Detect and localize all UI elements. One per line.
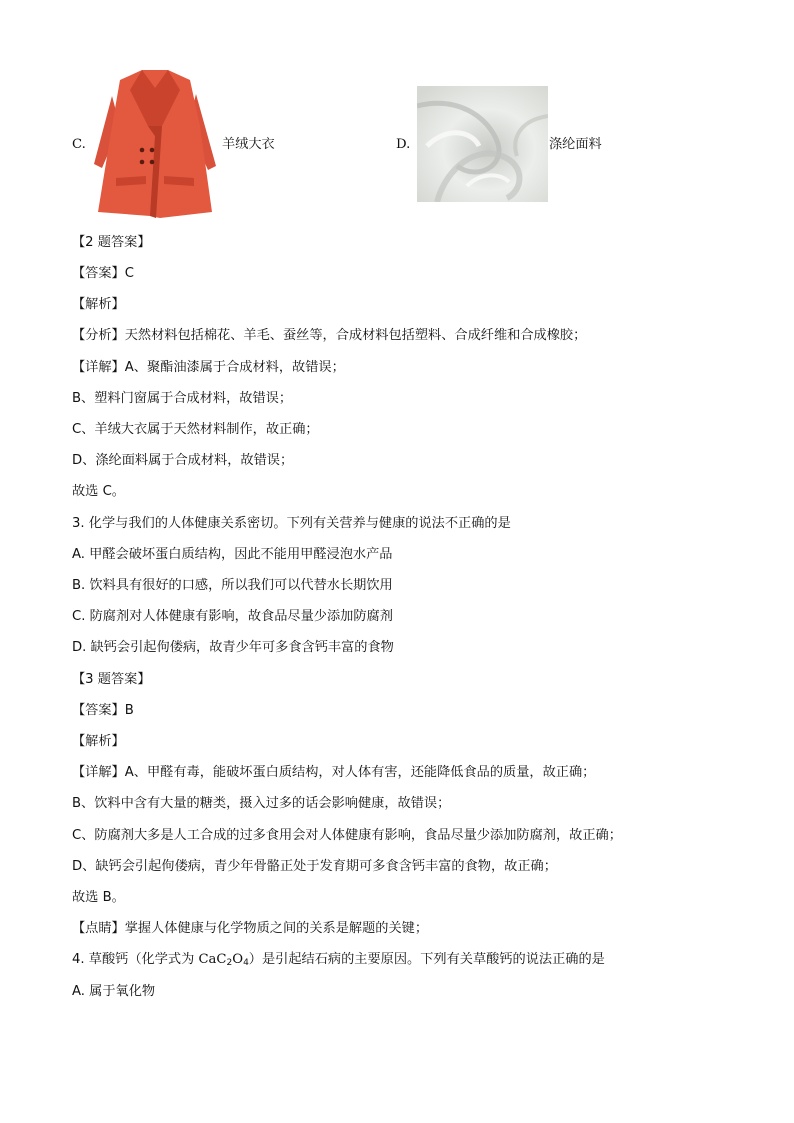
q2-fenxi: 【分析】天然材料包括棉花、羊毛、蚕丝等，合成材料包括塑料、合成纤维和合成橡胶； [72,328,587,343]
q3-option-c: C. 防腐剂对人体健康有影响，故食品尽量少添加防腐剂 [72,609,393,624]
q4-stem-post: ）是引起结石病的主要原因。下列有关草酸钙的说法正确的是 [248,952,605,967]
q4-stem [72,951,605,969]
formula-sub-4: 4 [243,958,249,968]
option-c-caption: 羊绒大衣 [222,137,275,152]
q3-detail-d: D、缺钙会引起佝偻病，青少年骨骼正处于发育期可多食含钙丰富的食物，故正确； [72,859,557,874]
q2-detail-b: B、塑料门窗属于合成材料，故错误； [72,391,293,406]
q2-analysis-title: 【解析】 [72,297,125,312]
q4-option-a: A. 属于氧化物 [72,984,156,999]
option-d-caption: 涤纶面料 [549,137,602,152]
q3-detail-c: C、防腐剂大多是人工合成的过多食用会对人体健康有影响，食品尽量少添加防腐剂，故正确； [72,828,622,843]
q3-choice: 故选 B。 [72,890,125,905]
q3-analysis-title: 【解析】 [72,734,125,749]
q3-stem: 3. 化学与我们的人体健康关系密切。下列有关营养与健康的说法不正确的是 [72,516,511,531]
q3-detail-a: 【详解】A、甲醛有毒，能破坏蛋白质结构，对人体有害，还能降低食品的质量，故正确； [72,765,596,780]
q3-option-b: B. 饮料具有很好的口感，所以我们可以代替水长期饮用 [72,578,393,593]
option-d-label: D. [396,137,411,152]
q2-choice: 故选 C。 [72,484,125,499]
formula-part-cac: CaC [198,952,227,967]
q2-detail-d: D、涤纶面料属于合成材料，故错误； [72,453,294,468]
q2-detail-c: C、羊绒大衣属于天然材料制作，故正确； [72,422,319,437]
q2-answer: 【答案】C [72,266,134,281]
option-c-label: C. [72,137,86,152]
q2-detail-a: 【详解】A、聚酯油漆属于合成材料，故错误； [72,360,345,375]
coat-image [90,66,220,222]
formula-sub-2: 2 [226,958,233,968]
q3-dianjing: 【点睛】掌握人体健康与化学物质之间的关系是解题的关键； [72,921,429,936]
q3-option-d: D. 缺钙会引起佝偻病，故青少年可多食含钙丰富的食物 [72,640,394,655]
q4-stem-pre: 4. 草酸钙（化学式为 [72,952,199,967]
q3-answer-header: 【3 题答案】 [72,672,151,687]
formula-part-o: O [232,952,244,967]
q3-detail-b: B、饮料中含有大量的糖类，摄入过多的话会影响健康，故错误； [72,796,451,811]
fabric-image [417,86,548,202]
q3-answer: 【答案】B [72,703,134,718]
q3-option-a: A. 甲醛会破坏蛋白质结构，因此不能用甲醛浸泡水产品 [72,547,393,562]
q2-answer-header: 【2 题答案】 [72,235,151,250]
